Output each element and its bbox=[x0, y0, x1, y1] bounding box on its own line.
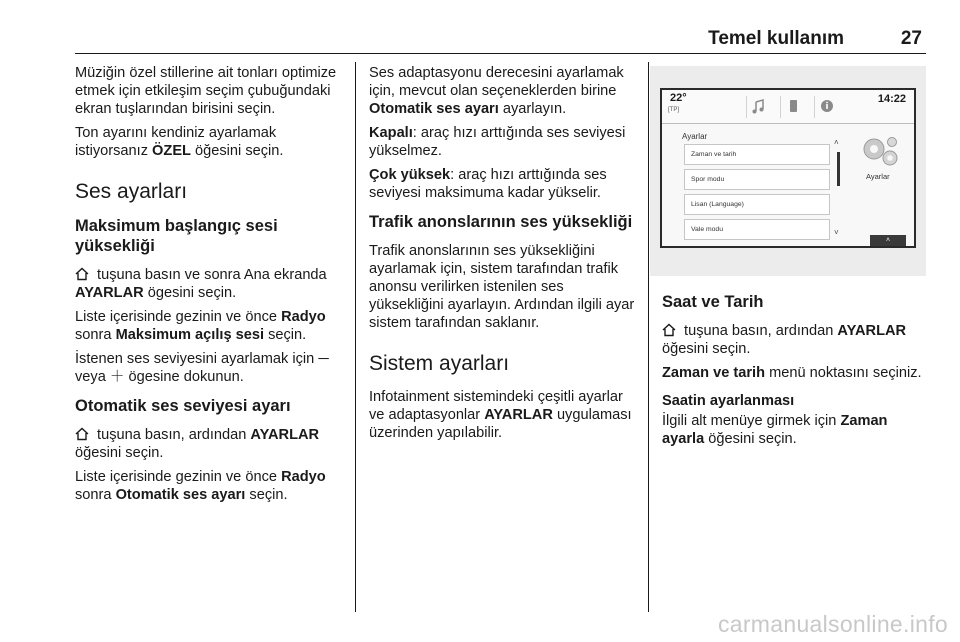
settings-title: Ayarlar bbox=[682, 132, 708, 141]
menu-item-language[interactable]: Lisan (Language) bbox=[684, 194, 830, 215]
paragraph: Kapalı: araç hızı arttığında ses seviyesi yükselmez. bbox=[369, 125, 626, 159]
paragraph: İstenen ses seviyesini ayarlamak için ─ veya ＋ ögesine dokunun. bbox=[75, 351, 329, 385]
tp-indicator: [TP] bbox=[668, 107, 680, 113]
paragraph: tuşuna basın, ardından AYARLAR öğesini seçin. bbox=[662, 323, 907, 357]
paragraph: Infotainment sistemindeki çeşitli ayarlar ve adaptasyonlar AYARLAR uygulaması üzerinden yapılabilir. bbox=[369, 389, 632, 441]
menu-item-sport-mode[interactable]: Spor modu bbox=[684, 169, 830, 190]
section-heading-sistem-ayarlari: Sistem ayarları bbox=[369, 352, 510, 375]
home-icon bbox=[75, 267, 89, 281]
column-middle bbox=[369, 64, 635, 448]
display-bezel bbox=[660, 88, 916, 248]
scroll-up-icon[interactable]: ˄ bbox=[834, 138, 839, 147]
section-heading-ses-ayarlari: Ses ayarları bbox=[75, 180, 188, 203]
scroll-down-icon[interactable]: ˅ bbox=[834, 228, 839, 237]
page-header bbox=[75, 28, 926, 54]
subheading-time-date: Saat ve Tarih bbox=[662, 293, 764, 311]
paragraph: Liste içerisinde gezinin ve önce Radyo sonra Otomatik ses ayarı seçin. bbox=[75, 469, 326, 503]
menu-item-time-date[interactable]: Zaman ve tarih bbox=[684, 144, 830, 165]
subheading-max-volume: Maksimum başlangıç sesi yüksekliği bbox=[75, 217, 278, 255]
settings-screen-illustration bbox=[650, 66, 926, 276]
paragraph: Ton ayarını kendiniz ayarlamak istiyorsanız ÖZEL öğesini seçin. bbox=[75, 125, 284, 159]
column-divider bbox=[648, 62, 649, 612]
scrollbar-thumb[interactable] bbox=[837, 152, 840, 186]
paragraph: Ses adaptasyonu derecesini ayarlamak için, mevcut olan seçeneklerden birine Otomatik ses ayarı ayarlayın. bbox=[369, 65, 624, 117]
paragraph: Liste içerisinde gezinin ve önce Radyo sonra Maksimum açılış sesi seçin. bbox=[75, 309, 326, 343]
subheading-set-clock: Saatin ayarlanması bbox=[662, 393, 795, 409]
column-right bbox=[662, 292, 926, 454]
paragraph: tuşuna basın ve sonra Ana ekranda AYARLAR ögesini seçin. bbox=[75, 267, 327, 301]
home-icon bbox=[662, 323, 676, 337]
column-left bbox=[75, 64, 345, 510]
column-divider bbox=[355, 62, 356, 612]
subheading-traffic-volume: Trafik anonslarının ses yüksekliği bbox=[369, 213, 633, 231]
watermark: carmanualsonline.info bbox=[717, 611, 948, 637]
page-number: 27 bbox=[900, 28, 922, 49]
subheading-auto-volume: Otomatik ses seviyesi ayarı bbox=[75, 397, 291, 415]
music-icon bbox=[746, 96, 770, 118]
paragraph: Müziğin özel stillerine ait tonları optimize etmek için etkileşim seçim çubuğundaki ekran tuşlarından birisini seçin. bbox=[75, 65, 337, 117]
collapse-chevron-up-button[interactable]: ˄ bbox=[870, 235, 906, 246]
phone-icon bbox=[780, 96, 804, 118]
chapter-title: Temel kullanım bbox=[708, 28, 844, 49]
paragraph: Trafik anonslarının ses yüksekliğini ayarlamak için, sistem tarafından trafik anonsu verilirken istenilen ses yüksekliğini ayarlayın. Ardından ilgili ayar sistem tarafından saklanır. bbox=[369, 243, 635, 331]
paragraph: İlgili alt menüye girmek için Zaman ayarla öğesini seçin. bbox=[662, 413, 888, 447]
paragraph: tuşuna basın, ardından AYARLAR öğesini seçin. bbox=[75, 427, 320, 461]
paragraph: Zaman ve tarih menü noktasını seçiniz. bbox=[662, 365, 922, 381]
home-icon bbox=[75, 427, 89, 441]
paragraph: Çok yüksek: araç hızı arttığında ses seviyesi maksimuma kadar yükselir. bbox=[369, 167, 607, 201]
gear-icon bbox=[858, 134, 902, 170]
clock: 14:22 bbox=[877, 93, 906, 105]
status-bar bbox=[662, 90, 914, 124]
info-icon bbox=[814, 96, 838, 118]
settings-app-label: Ayarlar bbox=[866, 172, 890, 181]
temperature-readout: 22° bbox=[670, 92, 687, 104]
menu-item-valet-mode[interactable]: Vale modu bbox=[684, 219, 830, 240]
